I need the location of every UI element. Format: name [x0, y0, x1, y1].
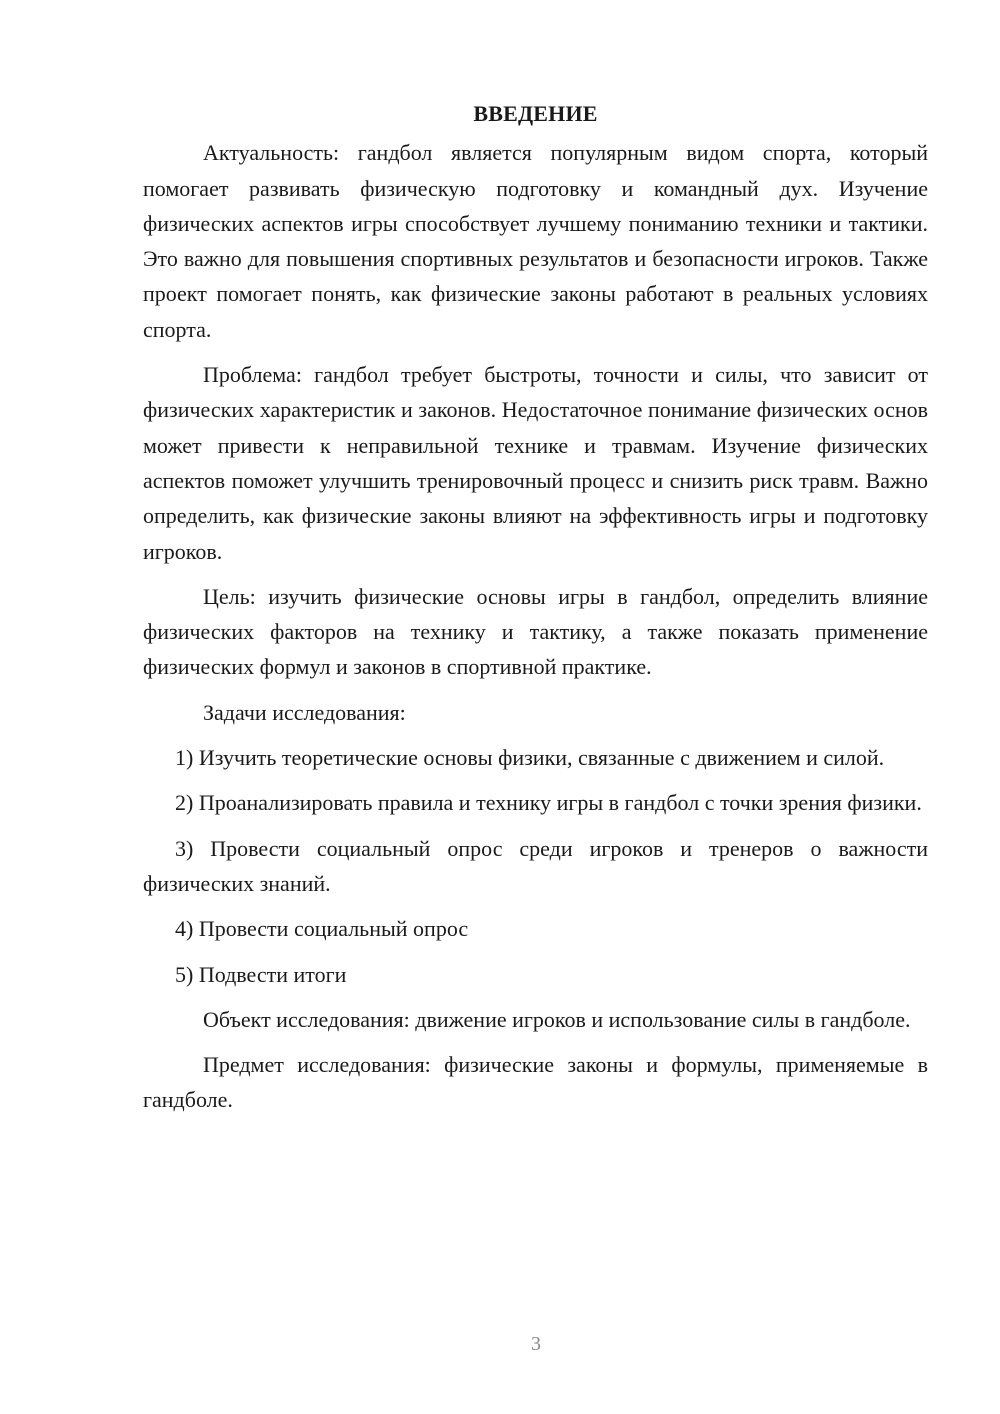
tasks-heading: Задачи исследования: [203, 699, 406, 725]
goal-paragraph: Цель: изучить физические основы игры в гандбол, определить влияние физических факторов на технику и тактику, а также показать применение физических формул и законов в спортивной практике. [143, 583, 928, 680]
page-content [143, 96, 928, 1128]
object-paragraph: Объект исследования: движение игроков и использование силы в гандболе. [203, 1006, 911, 1032]
task-item-4: 4) Провести социальный опрос [175, 916, 469, 942]
task-item-1: 1) Изучить теоретические основы физики, связанные с движением и силой. [175, 745, 885, 771]
subject-paragraph: Предмет исследования: физические законы и формулы, применяемые в гандболе. [143, 1052, 928, 1113]
task-item-5: 5) Подвести итоги [175, 961, 347, 987]
page-title: ВВЕДЕНИЕ [473, 101, 598, 126]
relevance-paragraph: Актуальность: гандбол является популярным видом спорта, который помогает развивать физическую подготовку и командный дух. Изучение физических аспектов игры способствует лучшему пониманию техники и тактики. Это важно для повышения спортивных результатов и безопасности игроков. Также проект помогает понять, как физические законы работают в реальных условиях спорта. [143, 140, 928, 342]
page-number: 3 [531, 1333, 541, 1355]
problem-paragraph: Проблема: гандбол требует быстроты, точности и силы, что зависит от физических характеристик и законов. Недостаточное понимание физических основ может привести к неправильной технике и травмам. Изучение физических аспектов поможет улучшить тренировочный процесс и снизить риск травм. Важно определить, как физические законы влияют на эффективность игры и подготовку игроков. [143, 362, 928, 564]
task-item-3: 3) Провести социальный опрос среди игроков и тренеров о важности физических знаний. [143, 835, 928, 896]
task-item-2: 2) Проанализировать правила и технику игры в гандбол с точки зрения физики. [175, 790, 922, 816]
